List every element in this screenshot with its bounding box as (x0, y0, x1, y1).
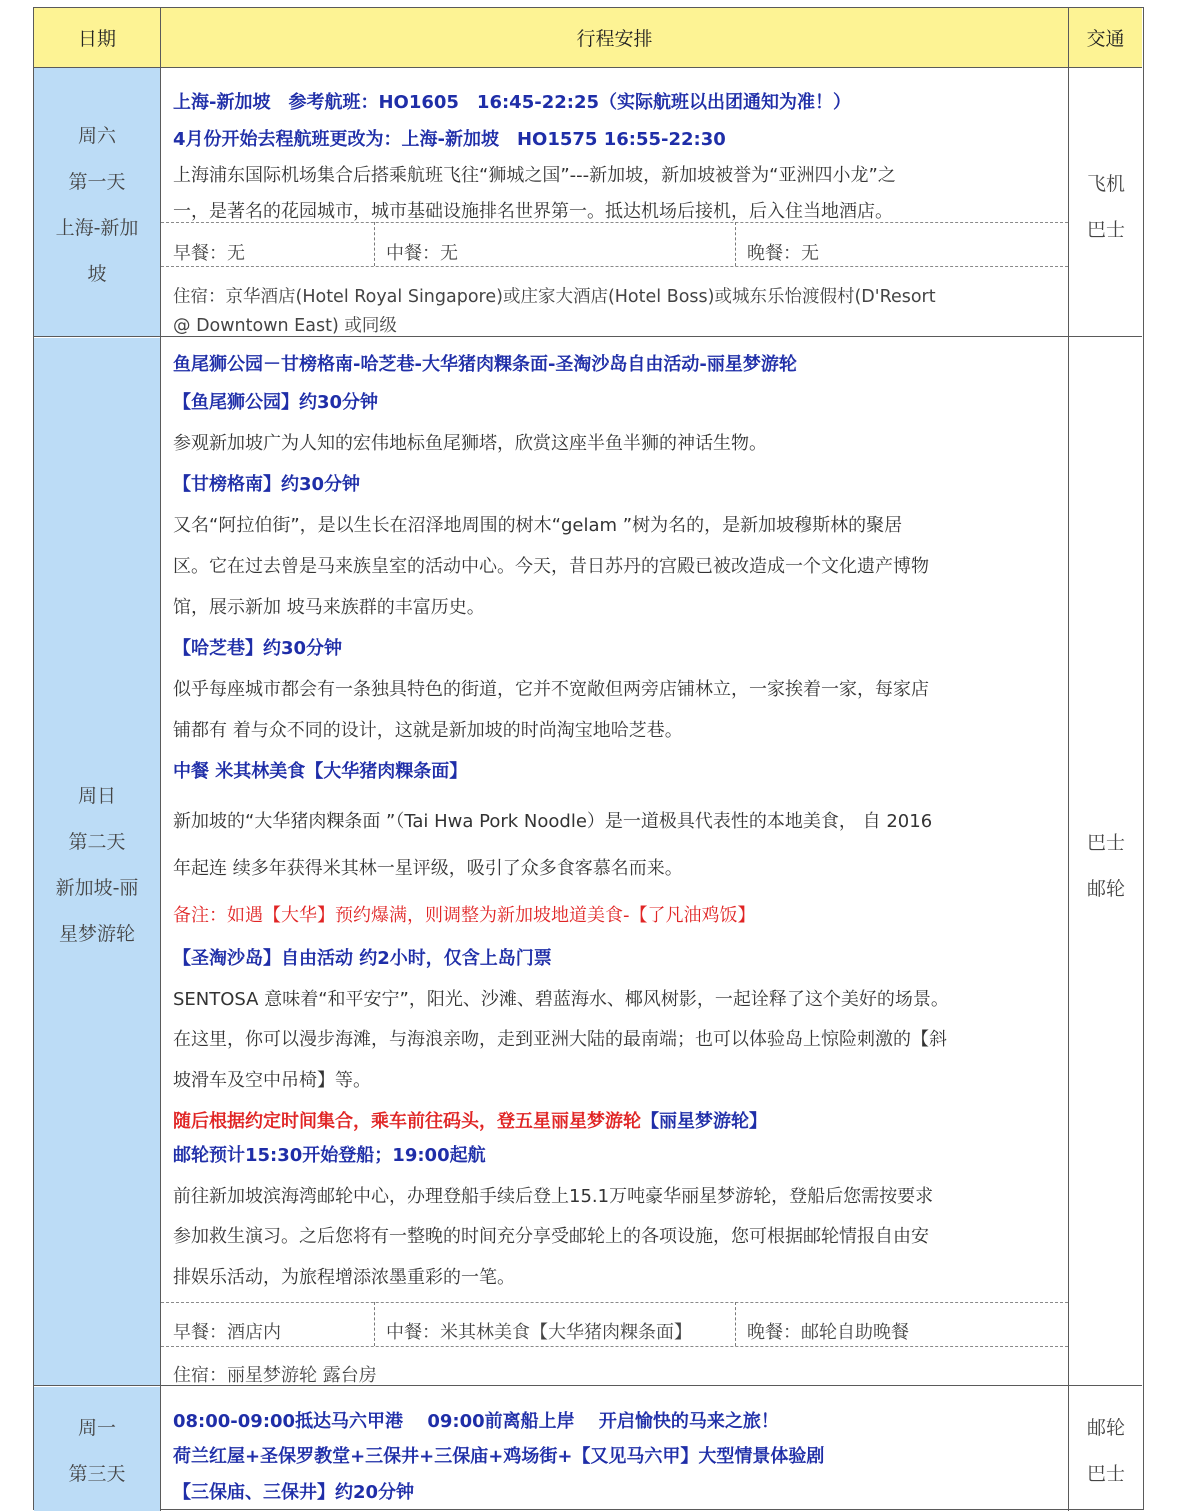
day2-spot1-title: 【鱼尾狮公园】约30分钟 (173, 392, 379, 413)
day3-date-info (34, 1405, 160, 1497)
divider (161, 266, 1068, 267)
day2-breakfast: 早餐：酒店内 (173, 1322, 281, 1343)
day1-title-line2: 4月份开始去程航班更改为：上海-新加坡 HO1575 16:55-22:30 (173, 129, 726, 150)
day2-cruise-desc2: 参加救生演习。之后您将有一整晚的时间充分享受邮轮上的各项设施，您可根据邮轮情报自由安 (173, 1226, 929, 1247)
day2-spot4-title: 【圣淘沙岛】自由活动 约2小时，仅含上岛门票 (173, 948, 552, 969)
header-itinerary: 行程安排 (576, 27, 653, 50)
day1-route-a: 上海-新加 (55, 217, 139, 239)
day2-transport-a: 巴士 (1086, 832, 1125, 854)
day3-line3: 【三保庙、三保井】约20分钟 (173, 1482, 415, 1503)
day1-hotel-line1: 住宿：京华酒店(Hotel Royal Singapore)或庄家大酒店(Hotel Boss)或城东乐怡渡假村(D'Resort (173, 287, 936, 307)
day2-dinner: 晚餐：邮轮自助晚餐 (747, 1322, 909, 1343)
day2-route: 鱼尾狮公园－甘榜格南-哈芝巷-大华猪肉粿条面-圣淘沙岛自由活动-丽星梦游轮 (173, 354, 797, 375)
day2-hotel: 住宿：丽星梦游轮 露台房 (173, 1365, 377, 1386)
divider (161, 222, 1068, 223)
day2-spot2-desc2: 区。它在过去曾是马来族皇室的活动中心。今天，昔日苏丹的宫殿已被改造成一个文化遗产博物 (173, 556, 929, 577)
day2-cruise-title: 邮轮预计15:30开始登船；19:00起航 (173, 1145, 486, 1166)
day2-lunch-title: 中餐 米其林美食【大华猪肉粿条面】 (173, 761, 468, 782)
day1-title-line1: 上海-新加坡 参考航班：HO1605 16:45-22:25（实际航班以出团通知为准！） (173, 92, 851, 113)
day2-boarding-ship: 【丽星梦游轮】 (641, 1111, 767, 1132)
day2-boarding-line (173, 1107, 1063, 1133)
day2-lunch-desc1: 新加坡的“大华猪肉粿条面 ”（Tai Hwa Pork Noodle）是一道极具代表性的本地美食， 自 2016 (173, 811, 933, 832)
header-date: 日期 (77, 27, 116, 50)
day1-route-b: 坡 (87, 263, 107, 285)
day2-transport-b: 邮轮 (1086, 878, 1125, 900)
day1-desc-line2: 一，是著名的花园城市，城市基础设施排名世界第一。抵达机场后接机，后入住当地酒店。 (173, 201, 893, 222)
day1-transport (1069, 161, 1143, 253)
day2-spot3-desc1: 似乎每座城市都会有一条独具特色的街道，它并不宽敞但两旁店铺林立，一家挨着一家，每家店 (173, 679, 929, 700)
day3-weekday: 周一 (77, 1417, 116, 1439)
day2-weekday: 周日 (77, 785, 116, 807)
day3-daynum: 第三天 (68, 1463, 126, 1485)
day1-transport-a: 飞机 (1086, 173, 1125, 195)
day2-boarding-text: 随后根据约定时间集合，乘车前往码头，登五星丽星梦游轮 (173, 1111, 641, 1132)
day2-lunch: 中餐：米其林美食【大华猪肉粿条面】 (386, 1322, 692, 1343)
day2-route-b: 星梦游轮 (58, 923, 135, 945)
header-transport: 交通 (1086, 27, 1125, 50)
day3-transport (1069, 1405, 1143, 1497)
day1-desc-line1: 上海浦东国际机场集合后搭乘航班飞往“狮城之国”---新加坡，新加坡被誉为“亚洲四小龙”之 (173, 165, 896, 186)
day2-spot2-desc1: 又名“阿拉伯街”，是以生长在沼泽地周围的树木“gelam ”树为名的，是新加坡穆斯林的聚居 (173, 515, 903, 536)
day3-line2: 荷兰红屋+圣保罗教堂+三保井+三保庙+鸡场街+【又见马六甲】大型情景体验剧 (173, 1446, 825, 1467)
day2-date-info (34, 773, 160, 957)
day2-cruise-desc3: 排娱乐活动，为旅程增添浓墨重彩的一笔。 (173, 1267, 515, 1288)
day2-note: 备注：如遇【大华】预约爆满，则调整为新加坡地道美食-【了凡油鸡饭】 (173, 905, 756, 926)
day1-lunch: 中餐：无 (386, 243, 458, 264)
itinerary-table (33, 7, 1144, 1510)
day2-spot1-desc1: 参观新加坡广为人知的宏伟地标鱼尾狮塔，欣赏这座半鱼半狮的神话生物。 (173, 433, 767, 454)
divider (161, 1346, 1068, 1347)
meal-divider (735, 1302, 736, 1346)
day2-transport (1069, 820, 1143, 912)
day2-spot3-desc2: 铺都有 着与众不同的设计，这就是新加坡的时尚淘宝地哈芝巷。 (173, 720, 683, 741)
day3-transport-b: 巴士 (1086, 1463, 1125, 1485)
meal-divider (374, 222, 375, 266)
day2-daynum: 第二天 (68, 831, 126, 853)
day2-spot2-desc3: 馆，展示新加 坡马来族群的丰富历史。 (173, 597, 485, 618)
day2-spot2-title: 【甘榜格南】约30分钟 (173, 474, 361, 495)
day3-line1: 08:00-09:00抵达马六甲港 09:00前离船上岸 开启愉快的马来之旅！ (173, 1411, 779, 1432)
table-header (34, 8, 1142, 68)
day1-transport-b: 巴士 (1086, 219, 1125, 241)
day1-weekday: 周六 (77, 125, 116, 147)
day2-spot4-desc2: 在这里，你可以漫步海滩，与海浪亲吻，走到亚洲大陆的最南端；也可以体验岛上惊险刺激的【斜 (173, 1029, 947, 1050)
column-divider (160, 8, 161, 1511)
meal-divider (374, 1302, 375, 1346)
divider (161, 1302, 1068, 1303)
day1-dinner: 晚餐：无 (747, 243, 819, 264)
meal-divider (735, 222, 736, 266)
day2-route-a: 新加坡-丽 (55, 877, 139, 899)
day2-spot4-desc3: 坡滑车及空中吊椅】等。 (173, 1070, 371, 1091)
day1-hotel-line2: @ Downtown East) 或同级 (173, 316, 397, 336)
day1-breakfast: 早餐：无 (173, 243, 245, 264)
day2-spot3-title: 【哈芝巷】约30分钟 (173, 638, 343, 659)
day3-transport-a: 邮轮 (1086, 1417, 1125, 1439)
day2-lunch-desc2: 年起连 续多年获得米其林一星评级，吸引了众多食客慕名而来。 (173, 858, 683, 879)
day1-date-info (34, 113, 160, 297)
day2-spot4-desc1: SENTOSA 意味着“和平安宁”，阳光、沙滩、碧蓝海水、椰风树影，一起诠释了这个美好的场景。 (173, 989, 949, 1010)
day2-cruise-desc1: 前往新加坡滨海湾邮轮中心，办理登船手续后登上15.1万吨豪华丽星梦游轮，登船后您需按要求 (173, 1186, 934, 1207)
day1-daynum: 第一天 (68, 171, 126, 193)
